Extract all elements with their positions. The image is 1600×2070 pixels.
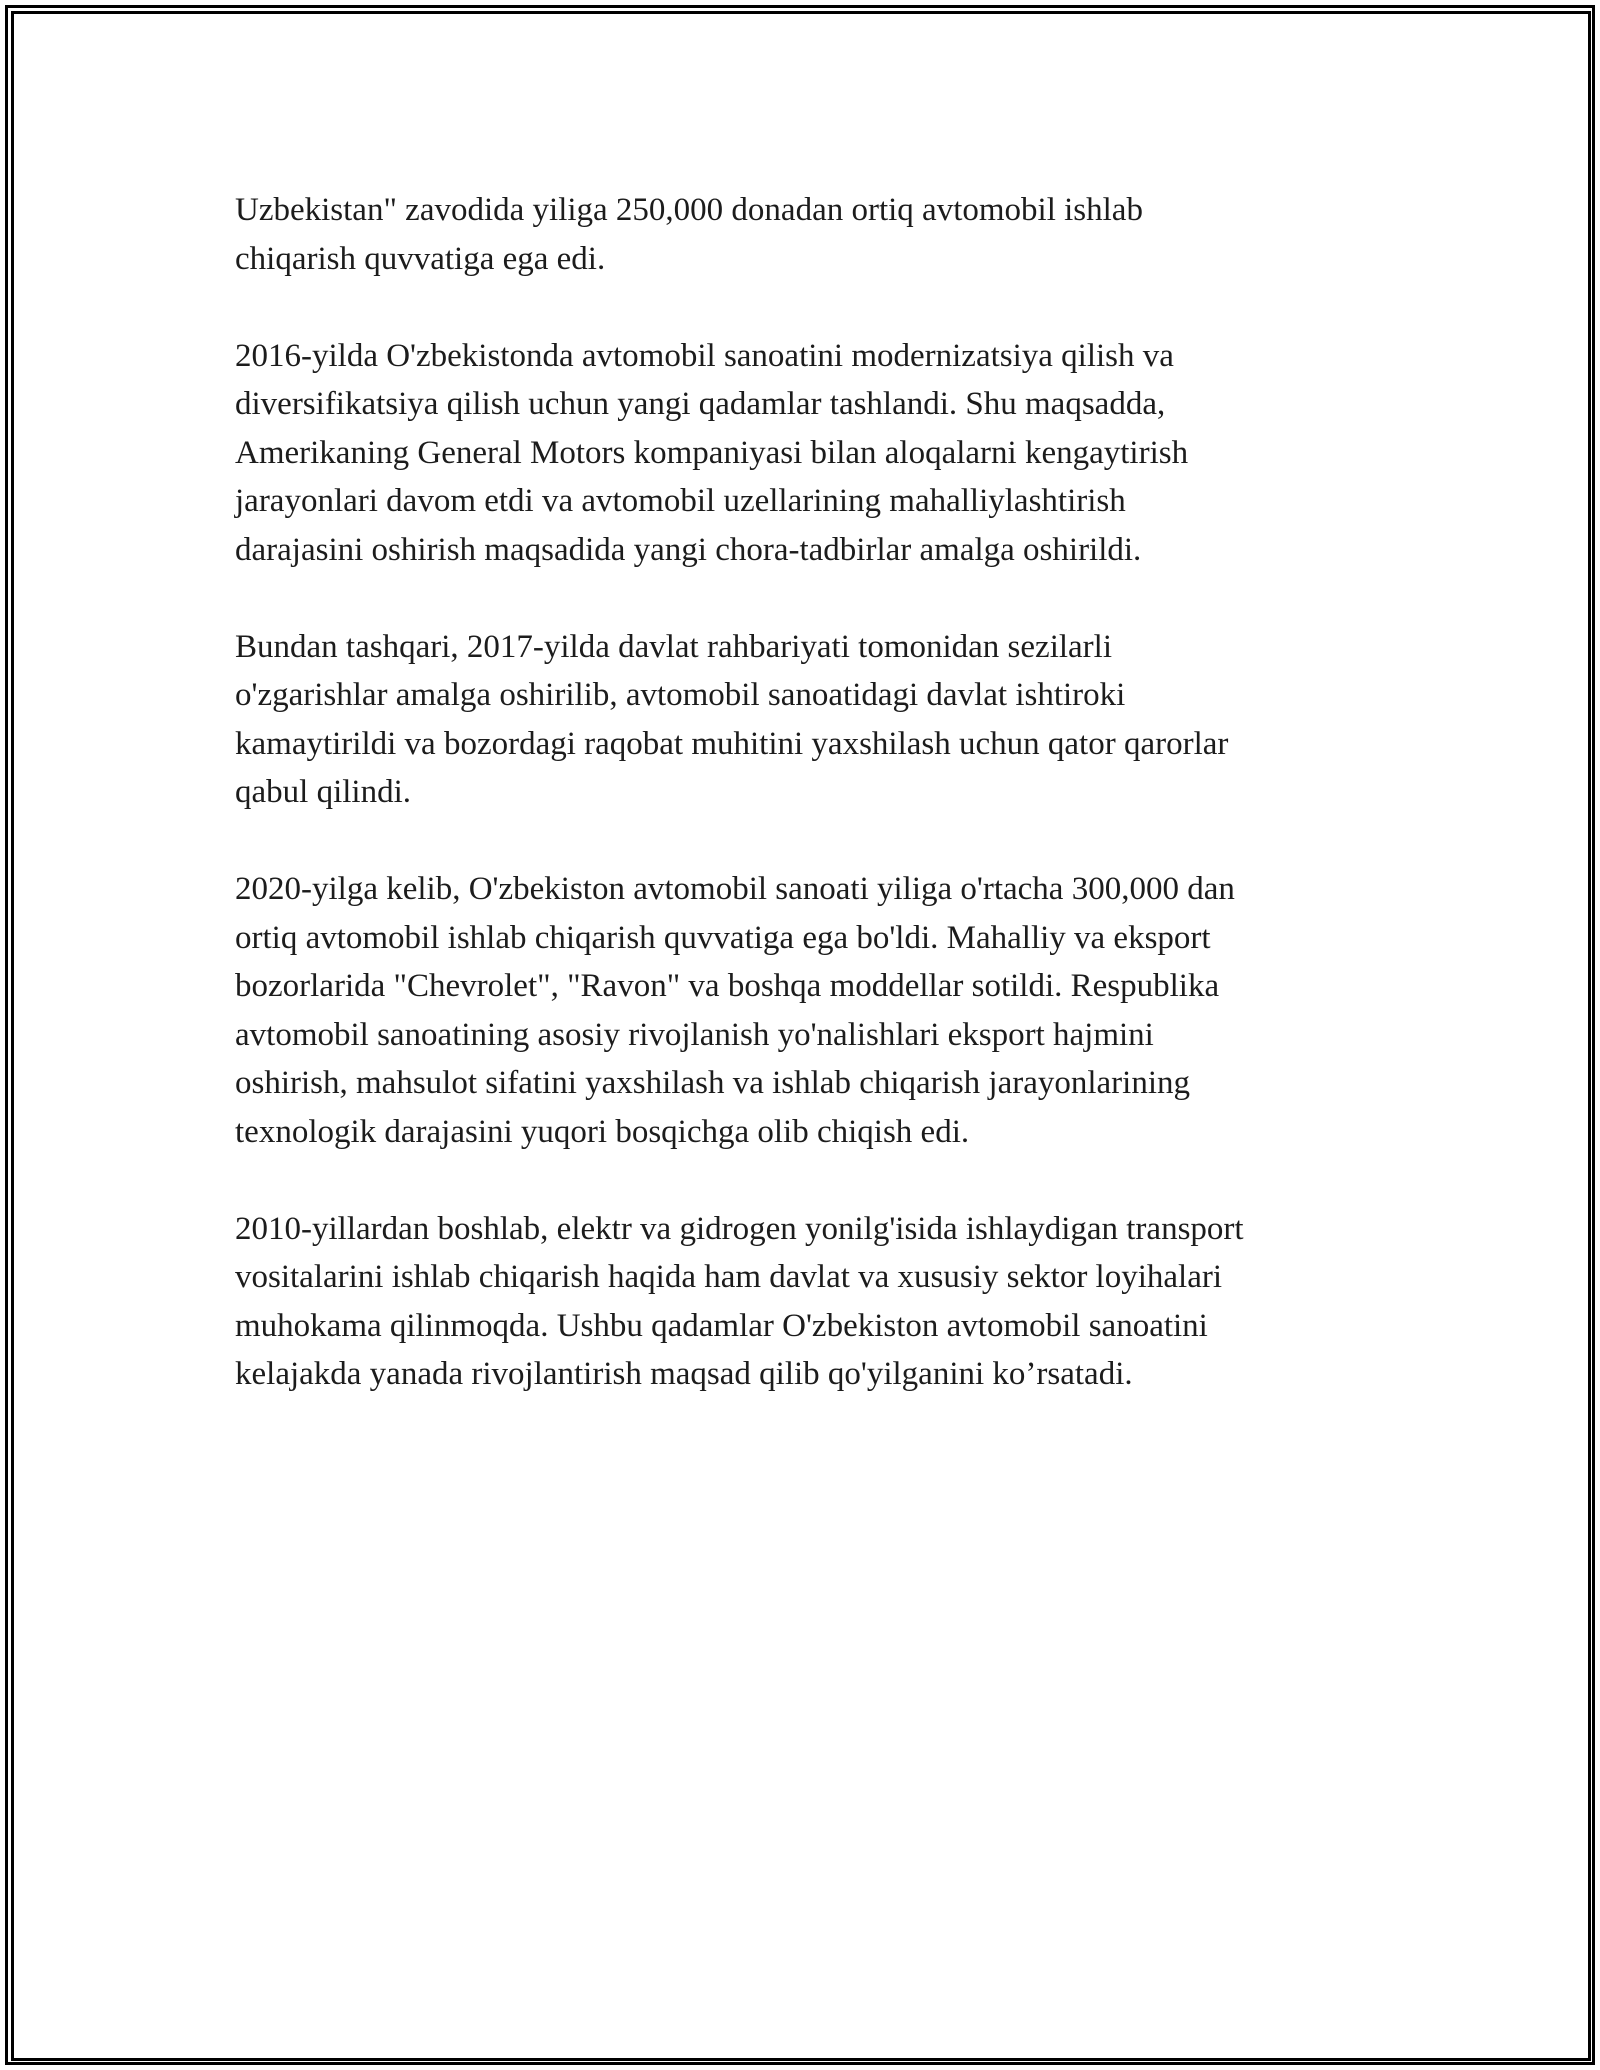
text-line: bozorlarida "Chevrolet", "Ravon" va boshqa moddellar sotildi. Respublika xyxy=(235,968,1220,1004)
text-line: 2010-yillardan boshlab, elektr va gidrogen yonilg'isida ishlaydigan transport xyxy=(235,1210,1244,1247)
text-line: kelajakda yanada rivojlantirish maqsad qilib qo'yilganini ko’rsatadi. xyxy=(235,1356,1133,1392)
text-line: darajasini oshirish maqsadida yangi chora-tadbirlar amalga oshirildi. xyxy=(235,531,1142,568)
text-line: Bundan tashqari, 2017-yilda davlat rahbariyati tomonidan sezilarli xyxy=(235,628,1112,665)
text-line: diversifikatsiya qilish uchun yangi qadamlar tashlandi. Shu maqsadda, xyxy=(235,386,1166,422)
text-line: avtomobil sanoatining asosiy rivojlanish yo'nalishlari eksport hajmini xyxy=(235,1016,1154,1053)
text-line: chiqarish quvvatiga ega edi. xyxy=(235,240,606,277)
paragraph-4 xyxy=(235,865,1395,1156)
text-line: texnologik darajasini yuqori bosqichga olib chiqish edi. xyxy=(235,1113,970,1150)
text-line: vositalarini ishlab chiqarish haqida ham davlat va xususiy sektor loyihalari xyxy=(235,1259,1223,1295)
text-line: 2016-yilda O'zbekistonda avtomobil sanoatini modernizatsiya qilish va xyxy=(235,337,1174,374)
document-body xyxy=(235,186,1395,1399)
paragraph-5 xyxy=(235,1205,1395,1399)
text-line: qabul qilindi. xyxy=(235,774,411,810)
paragraph-1 xyxy=(235,186,1395,283)
paragraph-2 xyxy=(235,332,1395,575)
text-line: Amerikaning General Motors kompaniyasi bilan aloqalarni kengaytirish xyxy=(235,434,1189,471)
text-line: kamaytirildi va bozordagi raqobat muhitini yaxshilash uchun qator qarorlar xyxy=(235,725,1229,762)
text-line: oshirish, mahsulot sifatini yaxshilash va ishlab chiqarish jarayonlarining xyxy=(235,1065,1191,1101)
text-line: Uzbekistan" zavodida yiliga 250,000 donadan ortiq avtomobil ishlab xyxy=(235,192,1143,228)
text-line: o'zgarishlar amalga oshirilib, avtomobil sanoatidagi davlat ishtiroki xyxy=(235,677,1126,713)
text-line: muhokama qilinmoqda. Ushbu qadamlar O'zbekiston avtomobil sanoatini xyxy=(235,1307,1208,1344)
text-line: ortiq avtomobil ishlab chiqarish quvvatiga ega bo'ldi. Mahalliy va eksport xyxy=(235,919,1211,956)
text-line: 2020-yilga kelib, O'zbekiston avtomobil sanoati yiliga o'rtacha 300,000 dan xyxy=(235,871,1235,907)
text-line: jarayonlari davom etdi va avtomobil uzellarining mahalliylashtirish xyxy=(235,483,1126,519)
paragraph-3 xyxy=(235,623,1395,817)
